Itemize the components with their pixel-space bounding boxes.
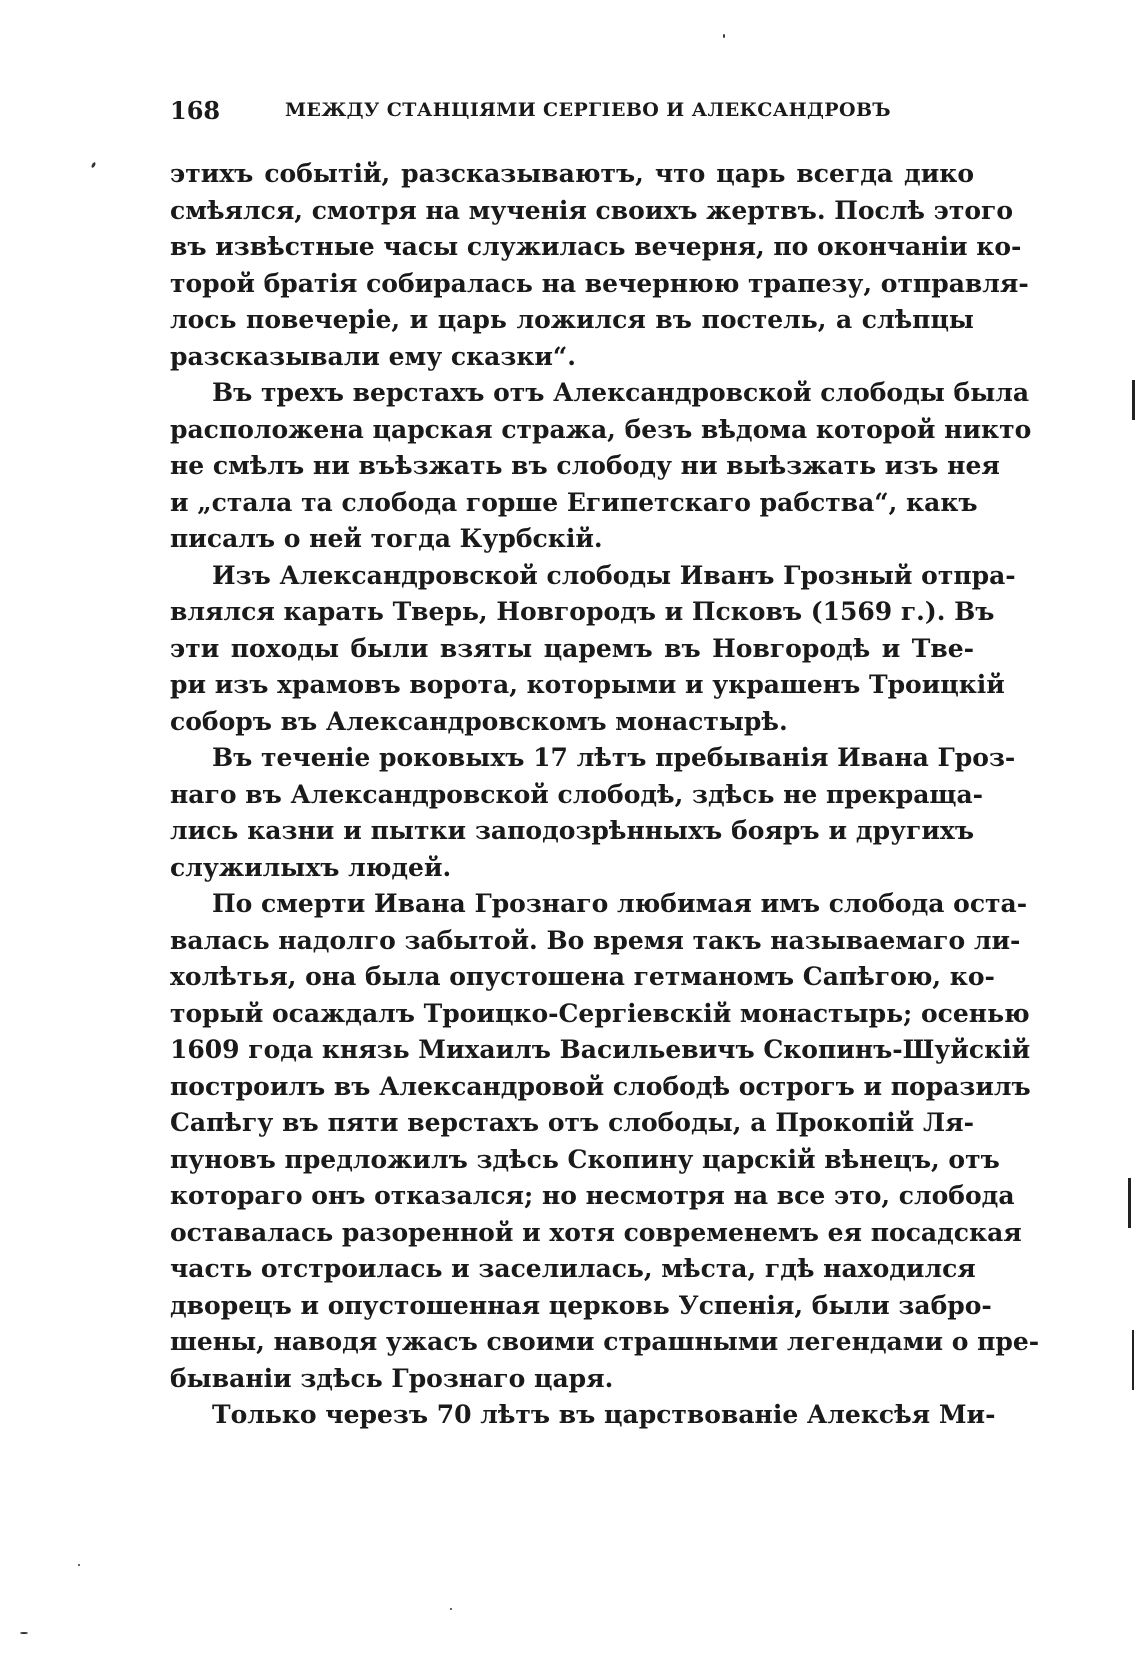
text-line: расположена царская стража, безъ вѣдома которой никто xyxy=(170,414,1032,444)
text-line: въ извѣстные часы служилась вечерня, по окончаніи ко- xyxy=(170,232,1022,261)
scan-edge-mark xyxy=(1132,1330,1134,1390)
text-line: валась надолго забытой. Во время такъ называемаго ли- xyxy=(170,925,1021,955)
text-line: По смерти Ивана Грознаго любимая имъ слобода оста- xyxy=(212,889,1028,918)
text-line: Только черезъ 70 лѣтъ въ царствованіе Алексѣя Ми- xyxy=(212,1400,996,1429)
text-line: 1609 года князь Михаилъ Васильевичъ Скопинъ-Шуйскій xyxy=(170,1035,1031,1064)
text-line: бываніи здѣсь Грознаго царя. xyxy=(170,1363,614,1393)
text-line: пуновъ предложилъ здѣсь Скопину царскій вѣнецъ, отъ xyxy=(170,1144,1000,1174)
text-line: наго въ Александровской слободѣ, здѣсь не прекраща- xyxy=(170,779,984,809)
text-line: смѣялся, смотря на мученія своихъ жертвъ. Послѣ этого xyxy=(170,195,1014,225)
scan-edge-mark xyxy=(1128,1178,1131,1228)
text-line: соборъ въ Александровскомъ монастырѣ. xyxy=(170,706,788,736)
text-line: не смѣлъ ни въѣзжать въ слободу ни выѣзжать изъ нея xyxy=(170,451,1000,480)
text-line: построилъ въ Александровой слободѣ острогъ и поразилъ xyxy=(170,1071,1031,1101)
text-line: Въ трехъ верстахъ отъ Александровской слободы была xyxy=(212,378,1030,407)
text-line: часть отстроилась и заселилась, мѣста, гдѣ находился xyxy=(170,1254,976,1283)
text-line: ри изъ храмовъ ворота, которыми и украшенъ Троицкій xyxy=(170,670,1005,699)
text-line: Въ теченіе роковыхъ 17 лѣтъ пребыванія Ивана Гроз- xyxy=(212,743,1016,772)
scan-speck xyxy=(91,162,97,169)
text-line: Изъ Александровской слободы Иванъ Грозный отпра- xyxy=(212,560,1016,590)
page-number: 168 xyxy=(170,96,221,125)
scan-speck xyxy=(78,1564,80,1566)
running-head: МЕЖДУ СТАНЦІЯМИ СЕРГІЕВО И АЛЕКСАНДРОВЪ xyxy=(285,99,891,121)
text-line: эти походы были взяты царемъ въ Новгородѣ и Тве- xyxy=(170,633,974,663)
scan-speck xyxy=(723,34,725,38)
text-line: холѣтья, она была опустошена гетманомъ Сапѣгою, ко- xyxy=(170,962,995,991)
text-line: оставалась разоренной и хотя современемъ ея посадская xyxy=(170,1217,1022,1247)
text-line: дворецъ и опустошенная церковь Успенія, были забро- xyxy=(170,1290,992,1320)
text-line: служилыхъ людей. xyxy=(170,852,452,882)
text-line: этихъ событій, разсказываютъ, что царь всегда дико xyxy=(170,159,974,188)
text-line: лись казни и пытки заподозрѣнныхъ бояръ и другихъ xyxy=(170,816,974,845)
scan-speck xyxy=(20,1632,28,1634)
text-line: писалъ о ней тогда Курбскій. xyxy=(170,524,603,553)
text-line: разсказывали ему сказки“. xyxy=(170,341,577,371)
text-line: влялся карать Тверь, Новгородъ и Псковъ (1569 г.). Въ xyxy=(170,597,995,626)
scan-edge-mark xyxy=(1132,380,1135,420)
scan-speck xyxy=(450,1608,452,1610)
page-header xyxy=(170,96,970,136)
text-line: шены, наводя ужасъ своими страшными легендами о пре- xyxy=(170,1327,1040,1356)
text-line: лось повечеріе, и царь ложился въ постель, а слѣпцы xyxy=(170,305,974,334)
text-line: котораго онъ отказался; но несмотря на все это, слобода xyxy=(170,1181,1015,1210)
text-line: Сапѣгу въ пяти верстахъ отъ слободы, а Прокопій Ля- xyxy=(170,1108,974,1137)
text-line: и „стала та слобода горше Египетскаго рабства“, какъ xyxy=(170,487,978,517)
body-text xyxy=(170,156,1040,1434)
text-line: торой братія собиралась на вечернюю трапезу, отправля- xyxy=(170,268,1029,298)
text-line: торый осаждалъ Троицко-Сергіевскій монастырь; осенью xyxy=(170,998,1030,1028)
